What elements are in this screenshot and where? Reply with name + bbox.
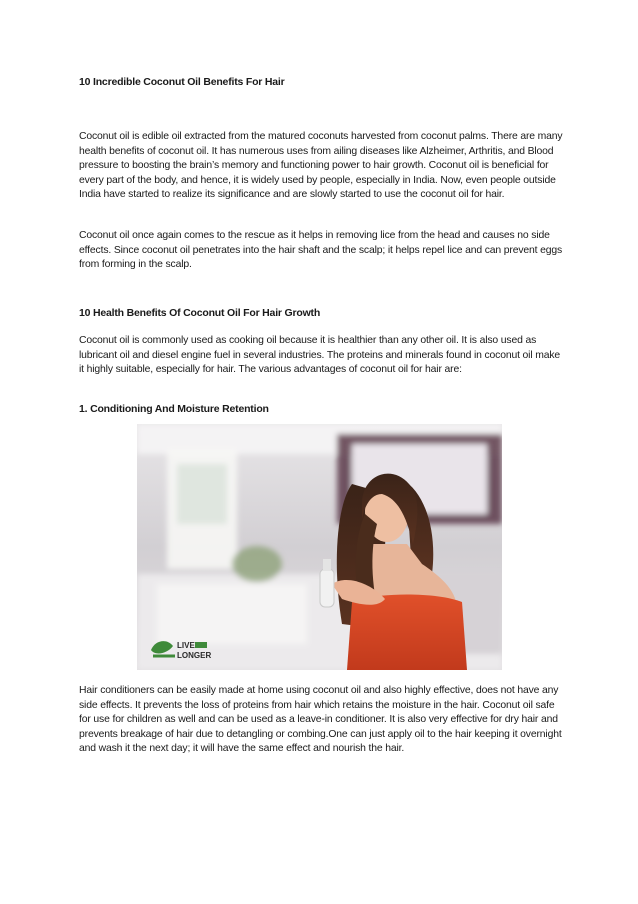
intro-paragraph-2: Coconut oil once again comes to the rescue as it helps in removing lice from the head and causes no side effects. Since coconut oil penetrates into the hair shaft and the scalp; it helps repel lice and can prevent eggs from forming in the scalp. <box>79 230 563 271</box>
subheading-conditioning: 1. Conditioning And Moisture Retention <box>79 403 269 415</box>
paragraph-after-image: Hair conditioners can be easily made at home using coconut oil and also highly effective, does not have any side effects. It prevents the loss of proteins from hair which retains the moisture in the hair. Coconut oil safe for use for children as well and can be used as a leave-in conditioner. It is also very effective for dry hair and prevents breakage of hair due to detangling or combing.One can just apply oil to the hair keeping it overnight and wash it the next day; it will have the same effect and nourish the hair. <box>79 685 562 755</box>
photo-illustration <box>137 424 502 670</box>
woman-hair-photo <box>137 424 502 670</box>
section-heading: 10 Health Benefits Of Coconut Oil For Hair Growth <box>79 307 321 319</box>
logo-text-longer: LONGER <box>177 651 212 660</box>
live-longer-logo <box>151 641 211 660</box>
document-title: 10 Incredible Coconut Oil Benefits For Hair <box>79 76 285 88</box>
intro-paragraph-1: Coconut oil is edible oil extracted from the matured coconuts harvested from coconut palms. There are many health benefits of coconut oil. It has numerous uses from ailing diseases like Alzheimer, Arthritis, and Blood pressure to boosting the brain’s memory and functioning power to hair growth. Coconut oil is beneficial for every part of the body, and hence, it is widely used by people, especially in India. Now, even people outside India have started to realize its significance and are slowly started to use the coconut oil for hair. <box>79 131 563 201</box>
logo-text-live: LIVE <box>177 641 195 650</box>
section-paragraph: Coconut oil is commonly used as cooking oil because it is healthier than any other oil. It is also used as lubricant oil and diesel engine fuel in several industries. The proteins and minerals found in coconut oil make it highly suitable, especially for hair. The various advantages of coconut oil for hair are: <box>79 335 561 376</box>
